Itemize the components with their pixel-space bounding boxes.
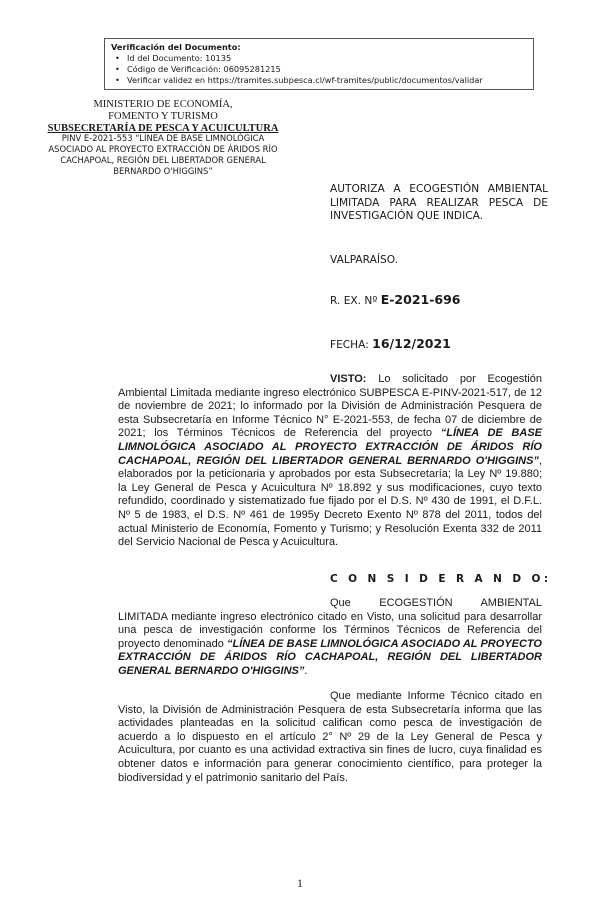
resolution-city: VALPARAÍSO. bbox=[330, 254, 398, 266]
rex-number: E-2021-696 bbox=[380, 292, 461, 307]
pinv-line: ASOCIADO AL PROYECTO EXTRACCIÓN DE ÁRIDOS RÍO bbox=[48, 144, 278, 154]
verification-title: Verificación del Documento: bbox=[111, 42, 241, 52]
resolution-number-line bbox=[330, 292, 548, 307]
verification-id: • Id del Documento: 10135 bbox=[127, 53, 527, 64]
visto-text-1: Lo solicitado por Ecogestión Ambiental Limitada mediante ingreso electrónico SUBPESCA E-PINV-2021-517, de 12 de noviembre de 2021; lo informado por la División de Administración Pesquera de esta Subsecretaría en Informe Técnico N° E-2021-553, de fecha 07 de diciembre de 2021; los Términos Técnicos de Referencia del proyecto bbox=[118, 373, 542, 440]
verification-box bbox=[104, 38, 534, 90]
ministry-line1: MINISTERIO DE ECONOMÍA, bbox=[93, 99, 233, 110]
resolution-date-line bbox=[330, 336, 548, 351]
pinv-line: PINV E-2021-553 “LÍNEA DE BASE LIMNOLÓGICA bbox=[61, 133, 265, 143]
rex-label: R. EX. Nº bbox=[330, 295, 378, 307]
visto-project-name: “LÍNEA DE BASE LIMNOLÓGICA ASOCIADO AL PROYECTO EXTRACCIÓN DE ÁRIDOS RÍO CACHAPOAL, REGIÓN DEL LIBERTADOR GENERAL BERNARDO O'HIGGINS” bbox=[118, 427, 542, 467]
resolution-subject: AUTORIZA A ECOGESTIÓN AMBIENTAL LIMITADA PARA REALIZAR PESCA DE INVESTIGACIÓN QUE INDICA. bbox=[330, 183, 548, 222]
visto-text-2: , elaborados por la peticionaria y aprobados por esta Subsecretaría; la Ley Nº 19.880; la Ley General de Pesca y Acuicultura Nº 18.892 y sus modificaciones, cuyo texto refundido, coordinado y sistematizado fue fijado por el D.S. Nº 430 de 1991, el D.F.L. Nº 5 de 1983, el D.S. Nº 461 de 1995y Decreto Exento Nº 878 del 2011, todos del actual Ministerio de Economía, Fomento y Turismo; y Resolución Exenta 332 de 2011 del Servicio Nacional de Pesca y Acuicultura. bbox=[118, 454, 542, 549]
considerando-heading: C O N S I D E R A N D O: bbox=[330, 573, 552, 585]
pinv-line: BERNARDO O'HIGGINS” bbox=[113, 166, 213, 176]
verification-list bbox=[111, 53, 527, 86]
considerando-paragraph-1 bbox=[118, 597, 542, 679]
considerando-1-text: Que ECOGESTIÓN AMBIENTAL LIMITADA mediante ingreso electrónico citado en Visto, una solicitud para desarrollar una pesca de investigación conforme los Términos Técnicos de Referencia del proyecto denominado bbox=[118, 597, 542, 650]
considerando-1-end: . bbox=[304, 664, 308, 677]
page-number: 1 bbox=[297, 876, 303, 890]
pinv-reference bbox=[30, 133, 296, 177]
verification-code: • Código de Verificación: 06095281215 bbox=[127, 64, 527, 75]
fecha-label: FECHA: bbox=[330, 339, 369, 351]
visto-paragraph bbox=[118, 373, 542, 550]
considerando-1-project-name: “LÍNEA DE BASE LIMNOLÓGICA ASOCIADO AL PROYECTO EXTRACCIÓN DE ÁRIDOS RÍO CACHAPOAL, REGIÓN DEL LIBERTADOR GENERAL BERNARDO O'HIGGINS” bbox=[118, 637, 542, 677]
pinv-line: CACHAPOAL, REGIÓN DEL LIBERTADOR GENERAL bbox=[60, 155, 266, 165]
considerando-2-text: Que mediante Informe Técnico citado en Visto, la División de Administración Pesquera de esta Subsecretaría informa que las actividades planteadas en la solicitud califican como pesca de investigación de acuerdo a lo dispuesto en el artículo 2° Nº 29 de la Ley General de Pesca y Acuicultura, por cuanto es una actividad extractiva sin fines de lucro, cuya finalidad es obtener datos e información para generar conocimiento científico, para proteger la biodiversidad y el patrimonio sanitario del País. bbox=[118, 690, 542, 784]
fecha-value: 16/12/2021 bbox=[372, 336, 451, 351]
visto-label: VISTO: bbox=[330, 373, 367, 385]
considerando-paragraph-2 bbox=[118, 690, 542, 785]
ministry-header bbox=[30, 99, 296, 135]
ministry-line2: FOMENTO Y TURISMO bbox=[108, 111, 218, 122]
subsecretaria-name: SUBSECRETARÍA DE PESCA Y ACUICULTURA bbox=[47, 123, 279, 134]
verification-url[interactable]: • Verificar validez en https://tramites.subpesca.cl/wf-tramites/public/documentos/validar bbox=[127, 75, 527, 86]
